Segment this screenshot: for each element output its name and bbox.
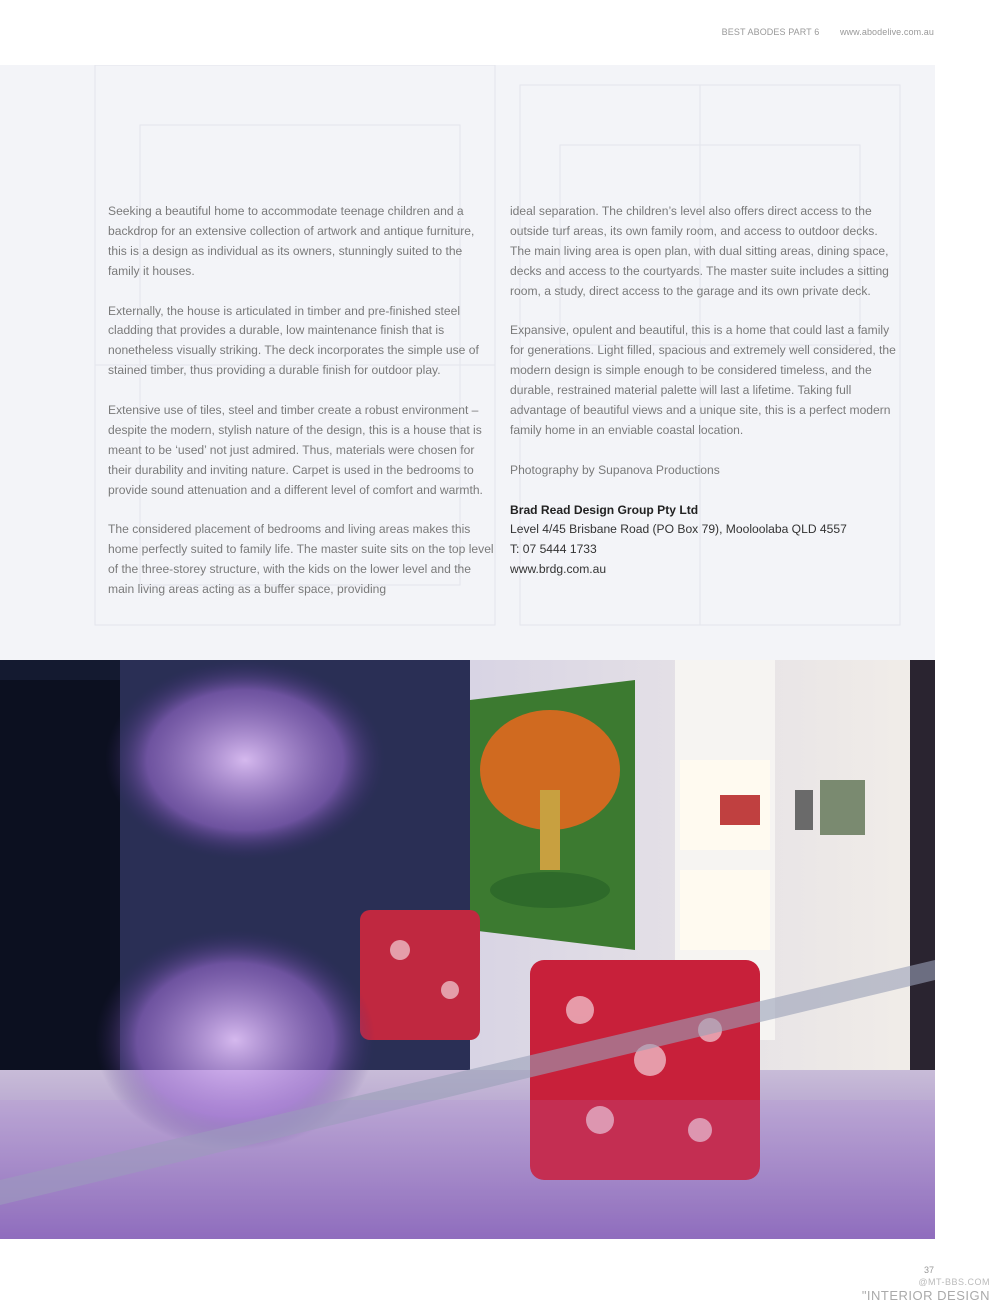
living-room-chandelier-image — [0, 660, 935, 1239]
interior-photo — [0, 660, 935, 1239]
paragraph: Externally, the house is articulated in timber and pre-finished steel cladding that provides a durable, low maintenance finish that is nonetheless visually striking. The deck incorporates the simple use of stained timber, thus providing a durable finish for outdoor play. — [108, 303, 479, 378]
page-number: 37 — [923, 1265, 934, 1275]
text-panel — [0, 65, 935, 660]
photo-credit: Photography by Supanova Productions — [510, 462, 720, 477]
address: Level 4/45 Brisbane Road (PO Box 79), Mooloolaba QLD 4557 — [510, 522, 847, 537]
contact-block — [510, 501, 898, 581]
watermark-text: "INTERIOR DESIGN — [861, 1288, 990, 1303]
watermark-url: @MT-BBS.COM — [918, 1277, 990, 1287]
website: www.brdg.com.au — [510, 562, 607, 577]
section-title: BEST ABODES PART 6 — [721, 27, 820, 37]
phone: T: 07 5444 1733 — [510, 542, 597, 557]
article-column-right — [510, 202, 898, 580]
paragraph: ideal separation. The children’s level also offers direct access to the outside turf areas, its own family room, and access to outdoor decks. The main living area is open plan, with dual sitting areas, dining space, decks and access to the courtyards. The master suite includes a sitting room, a study, direct access to the garage and its own private deck. — [510, 204, 889, 298]
article-column-left — [108, 202, 496, 620]
paragraph: The considered placement of bedrooms and living areas makes this home perfectly suited to family life. The master suite sits on the top level of the three-storey structure, with the kids on the lower level and the main living areas acting as a buffer space, providing — [108, 522, 494, 597]
header-url: www.abodelive.com.au — [839, 27, 934, 37]
paragraph: Seeking a beautiful home to accommodate teenage children and a backdrop for an extensive collection of artwork and antique furniture, this is a design as individual as its owners, stunningly suited to the family it houses. — [108, 204, 475, 278]
paragraph: Expansive, opulent and beautiful, this is a home that could last a family for generations. Light filled, spacious and extremely well considered, the modern design is simple enough to be considered timeless, and the durable, restrained material palette will last a lifetime. Taking full advantage of beautiful views and a unique site, this is a perfect modern family home in an enviable coastal location. — [510, 323, 896, 437]
running-header — [704, 27, 934, 37]
company-name: Brad Read Design Group Pty Ltd — [510, 502, 699, 517]
paragraph: Extensive use of tiles, steel and timber create a robust environment – despite the modern, stylish nature of the design, this is a house that is meant to be ‘used’ not just admired. Thus, materials were chosen for their durability and inviting nature. Carpet is used in the bedrooms to provide sound attenuation and a different level of comfort and warmth. — [108, 403, 483, 497]
